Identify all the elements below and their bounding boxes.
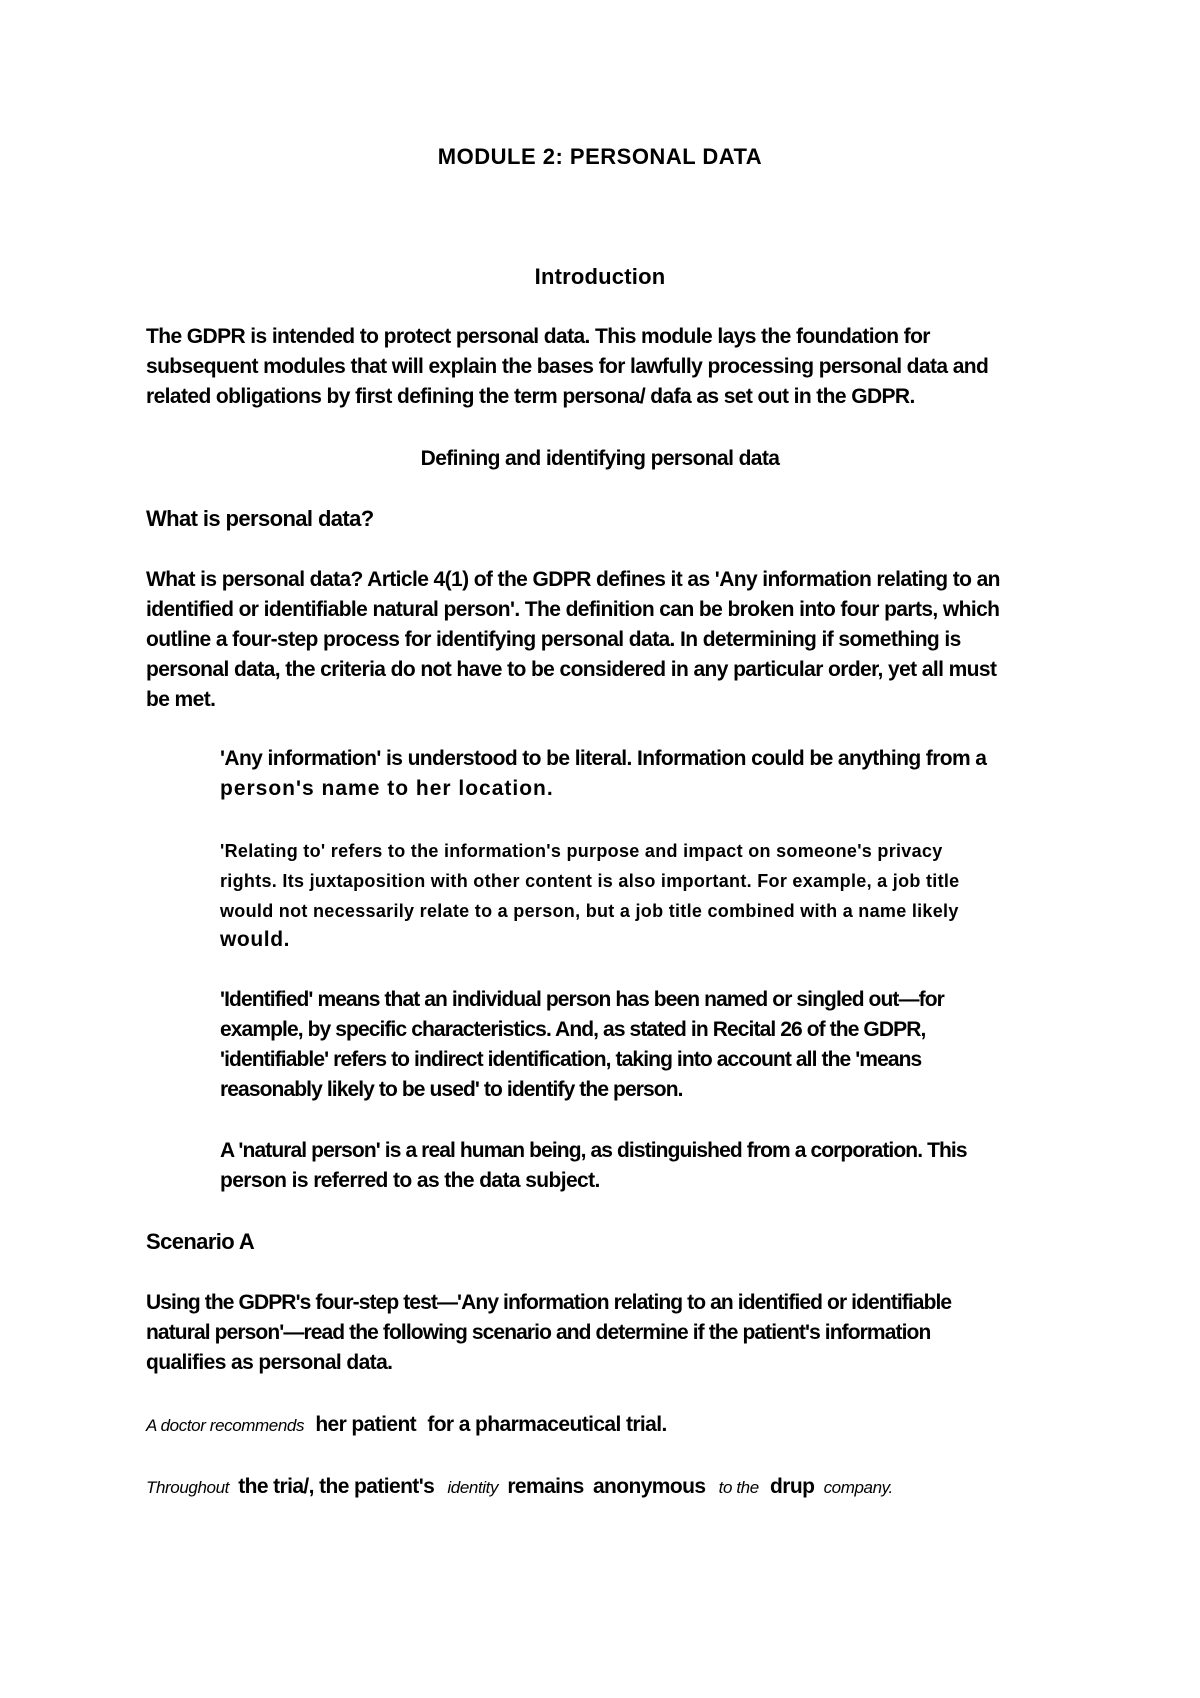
question-heading: What is personal data? bbox=[146, 506, 374, 531]
item3-line-3: 'identifiable' refers to indirect identification, taking into account all the 'means bbox=[220, 1048, 922, 1071]
example2-part-c: identity bbox=[447, 1478, 499, 1497]
item2-line-4: would. bbox=[220, 928, 291, 951]
item1-line-2: person's name to her location. bbox=[220, 777, 554, 800]
example2-part-f: to the bbox=[718, 1478, 759, 1497]
example2-part-b: the tria/, the patient's bbox=[238, 1475, 435, 1498]
module-title: MODULE 2: PERSONAL DATA bbox=[437, 144, 763, 169]
item3-line-2: example, by specific characteristics. And, as stated in Recital 26 of the GDPR, bbox=[220, 1018, 926, 1041]
item4-line-1: A 'natural person' is a real human being, as distinguished from a corporation. This bbox=[220, 1139, 967, 1162]
scenario-line-1: Using the GDPR's four-step test—'Any information relating to an identified or identifiable bbox=[146, 1291, 952, 1314]
item3-line-1: 'Identified' means that an individual person has been named or singled out—for bbox=[220, 988, 944, 1011]
scenario-line-2: natural person'—read the following scenario and determine if the patient's information bbox=[146, 1321, 931, 1344]
item2-line-3: would not necessarily relate to a person, but a job title combined with a name likely bbox=[220, 901, 959, 921]
example2-part-h: company. bbox=[823, 1478, 893, 1497]
para1-line-5: be met. bbox=[146, 688, 216, 711]
para1-line-1: What is personal data? Article 4(1) of the GDPR defines it as 'Any information relating to an bbox=[146, 568, 1000, 591]
scenario-line-3: qualifies as personal data. bbox=[146, 1351, 393, 1374]
scenario-heading: Scenario A bbox=[146, 1229, 255, 1254]
introduction-heading: Introduction bbox=[534, 264, 666, 289]
item2-line-2: rights. Its juxtaposition with other content is also important. For example, a job title bbox=[220, 871, 960, 891]
example2-part-d: remains bbox=[507, 1475, 584, 1498]
para1-line-2: identified or identifiable natural person'. The definition can be broken into four parts, which bbox=[146, 598, 1000, 621]
example2-part-a: Throughout bbox=[146, 1478, 229, 1497]
example2-part-e: anonymous bbox=[592, 1475, 706, 1498]
intro-line-3: related obligations by first defining the term persona/ dafa as set out in the GDPR. bbox=[146, 385, 915, 408]
para1-line-4: personal data, the criteria do not have to be considered in any particular order, yet all must bbox=[146, 658, 997, 681]
item3-line-4: reasonably likely to be used' to identify the person. bbox=[220, 1078, 683, 1101]
example1-part-b: her patient bbox=[315, 1413, 417, 1436]
intro-line-1: The GDPR is intended to protect personal data. This module lays the foundation for bbox=[146, 325, 930, 348]
item1-line-1: 'Any information' is understood to be literal. Information could be anything from a bbox=[220, 747, 987, 770]
example1-part-a: A doctor recommends bbox=[146, 1416, 305, 1435]
section-heading: Defining and identifying personal data bbox=[420, 447, 780, 470]
example1-part-c: for a pharmaceutical trial. bbox=[427, 1413, 667, 1436]
item4-line-2: person is referred to as the data subject. bbox=[220, 1169, 600, 1192]
scenario-example-line-1 bbox=[146, 1410, 667, 1441]
para1-line-3: outline a four-step process for identifying personal data. In determining if something is bbox=[146, 628, 961, 651]
scenario-example-line-2 bbox=[146, 1472, 893, 1503]
intro-line-2: subsequent modules that will explain the bases for lawfully processing personal data and bbox=[146, 355, 989, 378]
item2-line-1: 'Relating to' refers to the information's purpose and impact on someone's privacy bbox=[220, 841, 943, 861]
example2-part-g: drup bbox=[770, 1475, 815, 1498]
